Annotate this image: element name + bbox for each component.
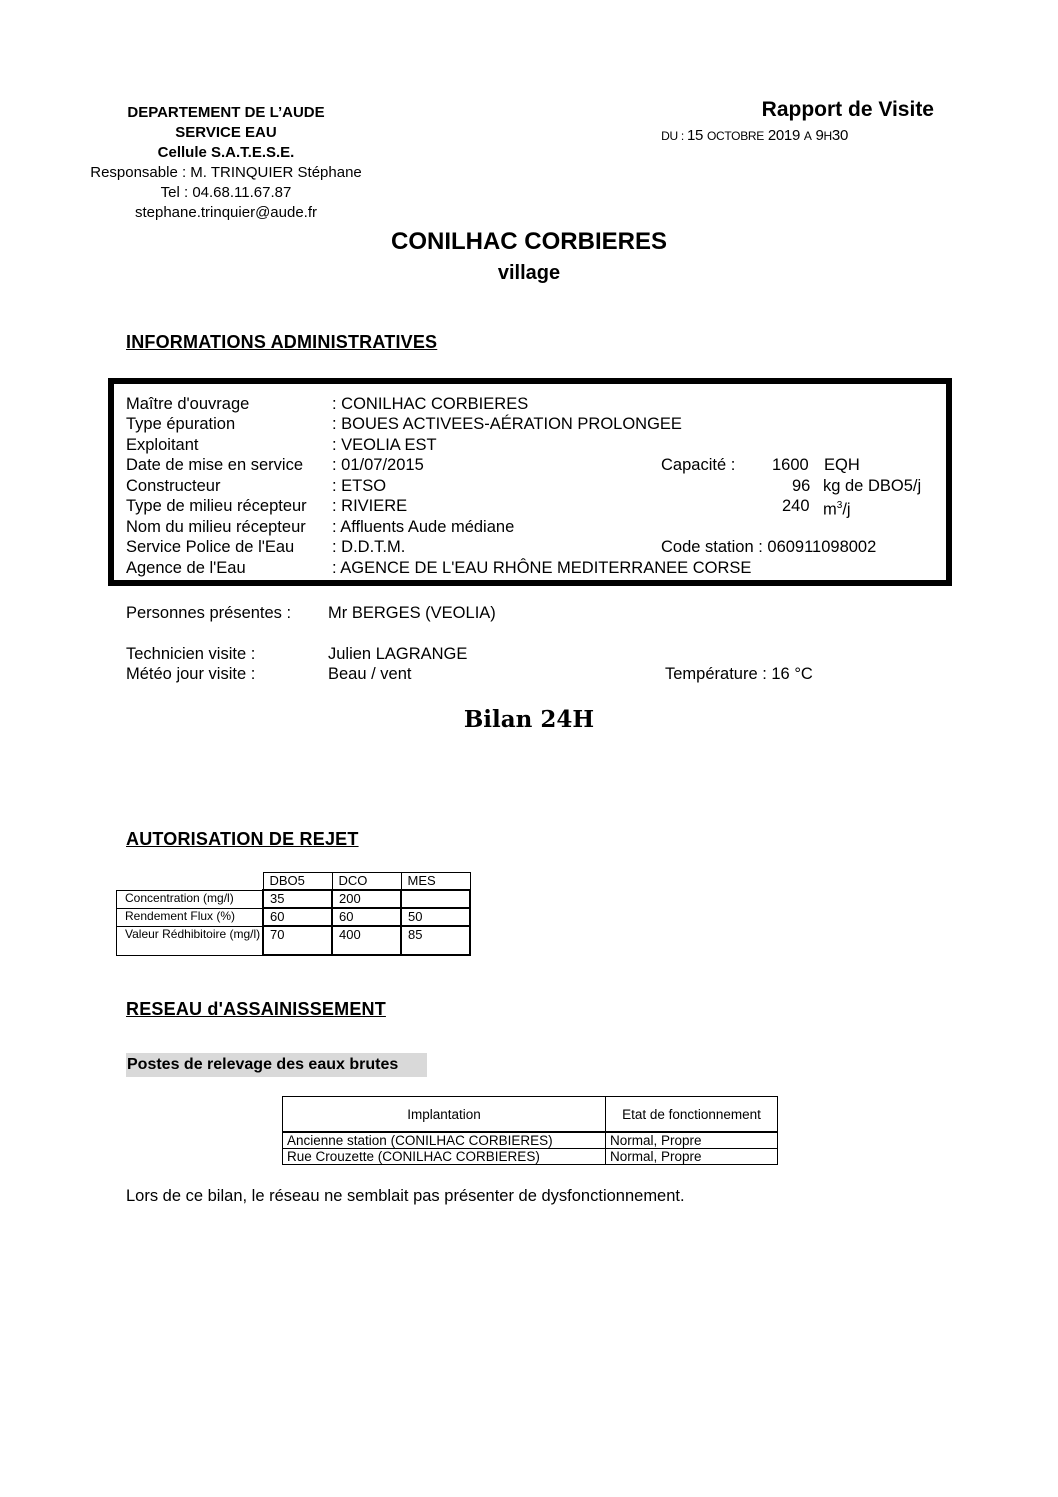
admin-label: Maître d'ouvrage (126, 395, 250, 413)
row-label: Valeur Rédhibitoire (mg/l) (117, 926, 264, 955)
volume-unit-j: /j (842, 500, 851, 519)
table-cell: 200 (332, 890, 401, 908)
admin-value: : 01/07/2015 (332, 456, 424, 474)
table-cell: Normal, Propre (606, 1132, 778, 1149)
dbo-unit: kg de DBO5/j (823, 477, 922, 495)
admin-heading: INFORMATIONS ADMINISTRATIVES (126, 332, 438, 352)
volume-value: 240 (782, 497, 810, 515)
date-day: 15 (687, 127, 707, 144)
table-row (117, 890, 471, 908)
date-prefix: DU : (661, 129, 687, 143)
column-header: DCO (332, 873, 401, 891)
table-header-row (117, 873, 471, 891)
technicien-value: Julien LAGRANGE (328, 645, 468, 663)
postes-heading: Postes de relevage des eaux brutes (126, 1053, 427, 1077)
table-cell: 400 (332, 926, 401, 955)
admin-row-date-service (126, 455, 936, 475)
column-header: DBO5 (263, 873, 332, 891)
table-row (117, 926, 471, 955)
temperature: Température : 16 °C (665, 665, 813, 683)
bilan-title: Bilan 24H (463, 706, 595, 733)
table-cell: Normal, Propre (606, 1149, 778, 1165)
department-name: DEPARTEMENT DE L’AUDE (127, 104, 325, 121)
table-cell: 60 (332, 908, 401, 926)
report-title: Rapport de Visite (761, 98, 934, 121)
postes-table (282, 1096, 778, 1165)
site-subtitle: village (497, 262, 561, 284)
date-a: A (803, 129, 812, 143)
site-name: CONILHAC CORBIERES (390, 228, 667, 255)
table-cell: 35 (263, 890, 332, 908)
code-station: Code station : 060911098002 (661, 538, 877, 556)
service-name: SERVICE EAU (175, 124, 277, 141)
row-label: Rendement Flux (%) (117, 908, 264, 926)
admin-info-box (108, 378, 952, 586)
table-cell: Rue Crouzette (CONILHAC CORBIERES) (283, 1149, 606, 1165)
capacite-value: 1600 (772, 456, 809, 474)
reseau-heading: RESEAU d'ASSAINISSEMENT (126, 999, 386, 1019)
table-cell: Ancienne station (CONILHAC CORBIERES) (283, 1132, 606, 1149)
admin-value: : VEOLIA EST (332, 436, 437, 454)
header-organization (70, 103, 382, 223)
admin-value: : ETSO (332, 477, 387, 495)
column-header: Implantation (283, 1097, 606, 1133)
column-header: Etat de fonctionnement (606, 1097, 778, 1133)
table-cell (401, 890, 470, 908)
personnes-value: Mr BERGES (VEOLIA) (328, 604, 496, 622)
admin-label: Constructeur (126, 477, 221, 495)
admin-label: Type épuration (126, 415, 236, 433)
admin-row-police (126, 537, 936, 557)
date-year: 2019 (763, 127, 804, 144)
table-cell: 50 (401, 908, 470, 926)
report-date (560, 127, 848, 144)
volume-unit-exp: 3 (836, 500, 843, 511)
rejet-table (116, 872, 471, 956)
meteo-label: Météo jour visite : (126, 665, 256, 683)
column-header: MES (401, 873, 470, 891)
admin-label: Nom du milieu récepteur (126, 518, 306, 536)
reseau-conclusion: Lors de ce bilan, le réseau ne semblait pas présenter de dysfonctionnement. (126, 1187, 685, 1205)
admin-label: Exploitant (126, 436, 199, 454)
table-row (117, 908, 471, 926)
table-row (283, 1132, 778, 1149)
row-label: Concentration (mg/l) (117, 890, 264, 908)
dbo-value: 96 (792, 477, 811, 495)
admin-row-milieu-type (126, 496, 936, 519)
capacite-label: Capacité : (661, 456, 736, 474)
telephone: Tel : 04.68.11.67.87 (160, 184, 292, 201)
table-cell: 85 (401, 926, 470, 955)
admin-value: : Affluents Aude médiane (332, 518, 515, 536)
cellule-name: Cellule S.A.T.E.S.E. (157, 144, 295, 161)
table-cell: 60 (263, 908, 332, 926)
rejet-heading: AUTORISATION DE REJET (126, 829, 359, 849)
table-row (283, 1149, 778, 1165)
admin-label: Type de milieu récepteur (126, 497, 307, 515)
admin-label: Agence de l'Eau (126, 559, 246, 577)
volume-unit-m: m (823, 500, 837, 519)
technicien-label: Technicien visite : (126, 645, 256, 663)
email: stephane.trinquier@aude.fr (134, 204, 317, 221)
admin-value: : RIVIERE (332, 497, 408, 515)
admin-value: : CONILHAC CORBIERES (332, 395, 529, 413)
admin-row-constructeur (126, 476, 936, 496)
date-minutes: 30 (831, 127, 848, 144)
table-corner (117, 873, 264, 891)
responsable: Responsable : M. TRINQUIER Stéphane (90, 164, 362, 181)
capacite-unit: EQH (824, 456, 860, 474)
meteo-value: Beau / vent (328, 665, 412, 683)
table-cell: 70 (263, 926, 332, 955)
admin-label: Date de mise en service (126, 456, 303, 474)
date-h: H (823, 129, 832, 143)
admin-value: : AGENCE DE L'EAU RHÔNE MEDITERRANEE CORSE (332, 559, 752, 577)
date-hour: 9 (811, 127, 824, 144)
admin-value: : BOUES ACTIVEES-AÉRATION PROLONGEE (332, 415, 682, 433)
volume-unit (823, 496, 851, 520)
admin-label: Service Police de l'Eau (126, 538, 295, 556)
admin-value: : D.D.T.M. (332, 538, 406, 556)
personnes-label: Personnes présentes : (126, 604, 292, 622)
table-header-row (283, 1097, 778, 1133)
date-month: OCTOBRE (706, 129, 764, 143)
